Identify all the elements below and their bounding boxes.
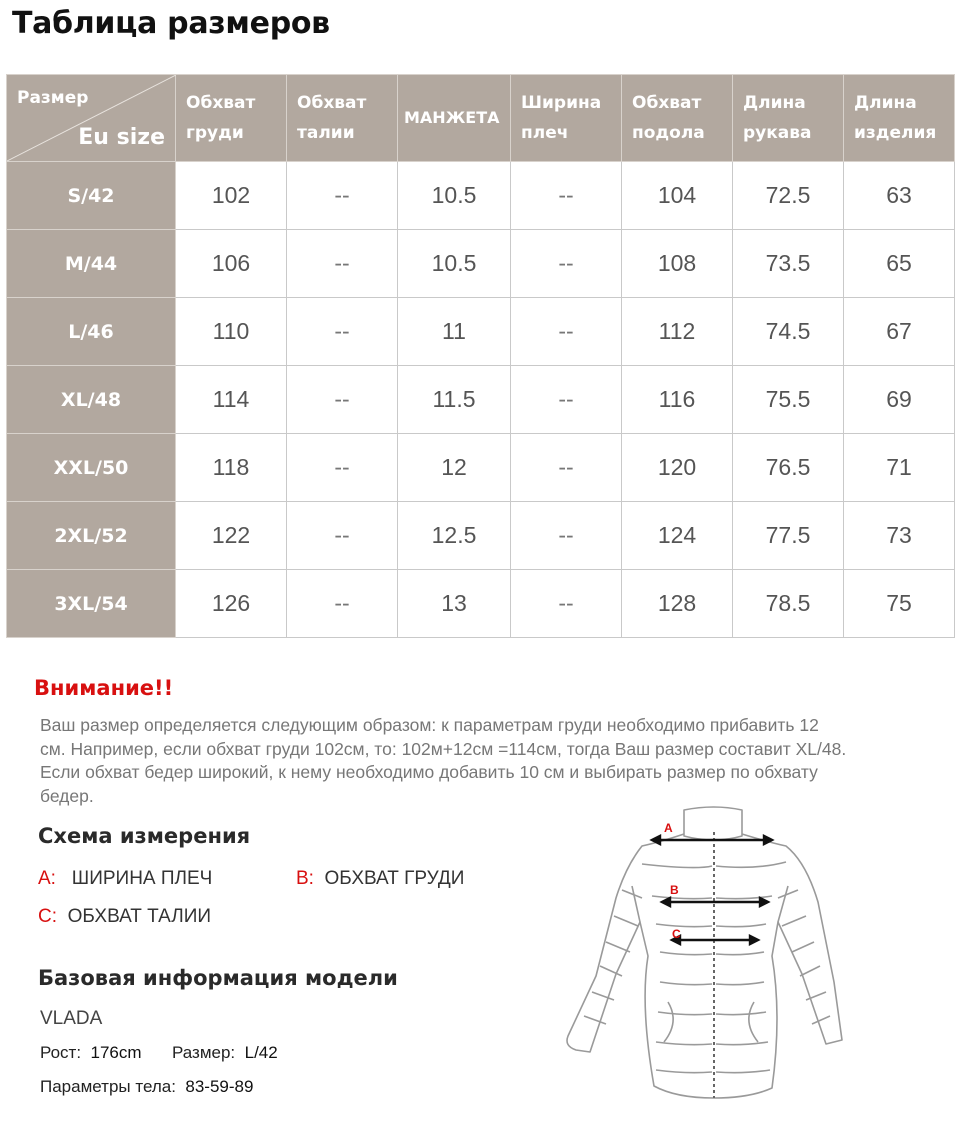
- table-cell: 75: [844, 570, 955, 638]
- table-cell: 71: [844, 434, 955, 502]
- corner-label-eu-size: Eu size: [78, 125, 165, 150]
- table-cell: --: [511, 570, 622, 638]
- size-corner-header: [7, 75, 176, 162]
- header-waist: Обхват талии: [287, 75, 398, 162]
- table-cell: 78.5: [733, 570, 844, 638]
- table-cell: 12.5: [398, 502, 511, 570]
- table-cell: 112: [622, 298, 733, 366]
- table-cell: 116: [622, 366, 733, 434]
- scheme-heading: Схема измерения: [38, 824, 251, 848]
- size-label-cell: XXL/50: [7, 434, 176, 502]
- size-label-cell: 3XL/54: [7, 570, 176, 638]
- table-cell: 118: [176, 434, 287, 502]
- scheme-label-b: ОБХВАТ ГРУДИ: [324, 868, 465, 889]
- table-cell: 128: [622, 570, 733, 638]
- table-cell: 74.5: [733, 298, 844, 366]
- table-cell: --: [287, 230, 398, 298]
- table-cell: --: [511, 230, 622, 298]
- table-row: [7, 434, 955, 502]
- attention-line: Ваш размер определяется следующим образом: к параметрам груди необходимо прибавить 12: [40, 715, 819, 735]
- table-header-row: [7, 75, 955, 162]
- scheme-key-c: C:: [38, 906, 57, 927]
- corner-label-size: Размер: [17, 88, 89, 108]
- size-label-cell: L/46: [7, 298, 176, 366]
- table-cell: --: [287, 570, 398, 638]
- table-body: [7, 162, 955, 638]
- header-shoulder: Ширина плеч: [511, 75, 622, 162]
- table-cell: 73: [844, 502, 955, 570]
- table-cell: 77.5: [733, 502, 844, 570]
- model-params-value: 83-59-89: [185, 1077, 254, 1096]
- scheme-key-b: B:: [296, 868, 314, 889]
- table-cell: 10.5: [398, 162, 511, 230]
- scheme-key-a: A:: [38, 868, 56, 889]
- table-cell: 114: [176, 366, 287, 434]
- table-cell: 10.5: [398, 230, 511, 298]
- scheme-item-c: [38, 906, 211, 928]
- header-cuff: МАНЖЕТА: [398, 75, 511, 162]
- table-cell: --: [287, 502, 398, 570]
- table-cell: --: [287, 434, 398, 502]
- table-cell: 102: [176, 162, 287, 230]
- model-params-label: Параметры тела:: [40, 1077, 176, 1096]
- header-sleeve-length: Длина рукава: [733, 75, 844, 162]
- scheme-item-a: [38, 868, 212, 890]
- table-cell: 72.5: [733, 162, 844, 230]
- table-cell: 63: [844, 162, 955, 230]
- size-label-cell: XL/48: [7, 366, 176, 434]
- size-label-cell: S/42: [7, 162, 176, 230]
- attention-line: см. Например, если обхват груди 102см, то: 102м+12см =114см, тогда Ваш размер составит XL/48.: [40, 738, 847, 759]
- table-cell: 73.5: [733, 230, 844, 298]
- table-cell: 69: [844, 366, 955, 434]
- attention-line: бедер.: [40, 785, 94, 806]
- table-cell: --: [511, 298, 622, 366]
- table-row: [7, 366, 955, 434]
- diagram-label-c: C: [672, 927, 681, 941]
- table-cell: 11.5: [398, 366, 511, 434]
- table-cell: --: [511, 366, 622, 434]
- diagram-label-b: B: [670, 883, 679, 897]
- page-title: Таблица размеров: [12, 6, 330, 41]
- diagram-label-a: A: [664, 821, 673, 835]
- table-cell: 65: [844, 230, 955, 298]
- table-cell: --: [287, 298, 398, 366]
- table-cell: --: [511, 162, 622, 230]
- model-height-value: 176cm: [90, 1043, 142, 1062]
- attention-text: [40, 714, 920, 808]
- table-cell: 104: [622, 162, 733, 230]
- table-cell: 106: [176, 230, 287, 298]
- table-cell: 75.5: [733, 366, 844, 434]
- scheme-item-b: [296, 868, 464, 890]
- model-height: [40, 1043, 142, 1063]
- table-cell: 110: [176, 298, 287, 366]
- model-name: VLADA: [40, 1008, 103, 1029]
- model-params: [40, 1077, 253, 1097]
- model-size-value: L/42: [244, 1043, 278, 1062]
- table-row: [7, 502, 955, 570]
- model-height-label: Рост:: [40, 1043, 82, 1062]
- table-cell: --: [287, 162, 398, 230]
- size-table: [6, 74, 955, 638]
- table-row: [7, 298, 955, 366]
- table-cell: 120: [622, 434, 733, 502]
- table-cell: --: [511, 434, 622, 502]
- size-label-cell: 2XL/52: [7, 502, 176, 570]
- table-cell: 108: [622, 230, 733, 298]
- coat-diagram: [556, 806, 846, 1106]
- table-cell: --: [287, 366, 398, 434]
- table-cell: 124: [622, 502, 733, 570]
- table-cell: 12: [398, 434, 511, 502]
- model-heading: Базовая информация модели: [38, 966, 398, 990]
- table-cell: 122: [176, 502, 287, 570]
- scheme-label-c: ОБХВАТ ТАЛИИ: [67, 906, 212, 927]
- header-hem: Обхват подола: [622, 75, 733, 162]
- header-item-length: Длина изделия: [844, 75, 955, 162]
- table-cell: 13: [398, 570, 511, 638]
- table-cell: --: [511, 502, 622, 570]
- table-row: [7, 570, 955, 638]
- size-label-cell: M/44: [7, 230, 176, 298]
- model-size: [172, 1043, 278, 1063]
- table-cell: 126: [176, 570, 287, 638]
- scheme-label-a: ШИРИНА ПЛЕЧ: [71, 868, 213, 889]
- table-row: [7, 162, 955, 230]
- table-cell: 76.5: [733, 434, 844, 502]
- table-row: [7, 230, 955, 298]
- table-cell: 11: [398, 298, 511, 366]
- header-chest: Обхват груди: [176, 75, 287, 162]
- attention-heading: Внимание!!: [34, 676, 174, 700]
- attention-line: Если обхват бедер широкий, к нему необходимо добавить 10 см и выбирать размер по обхвату: [40, 762, 818, 782]
- model-size-label: Размер:: [172, 1043, 236, 1062]
- table-cell: 67: [844, 298, 955, 366]
